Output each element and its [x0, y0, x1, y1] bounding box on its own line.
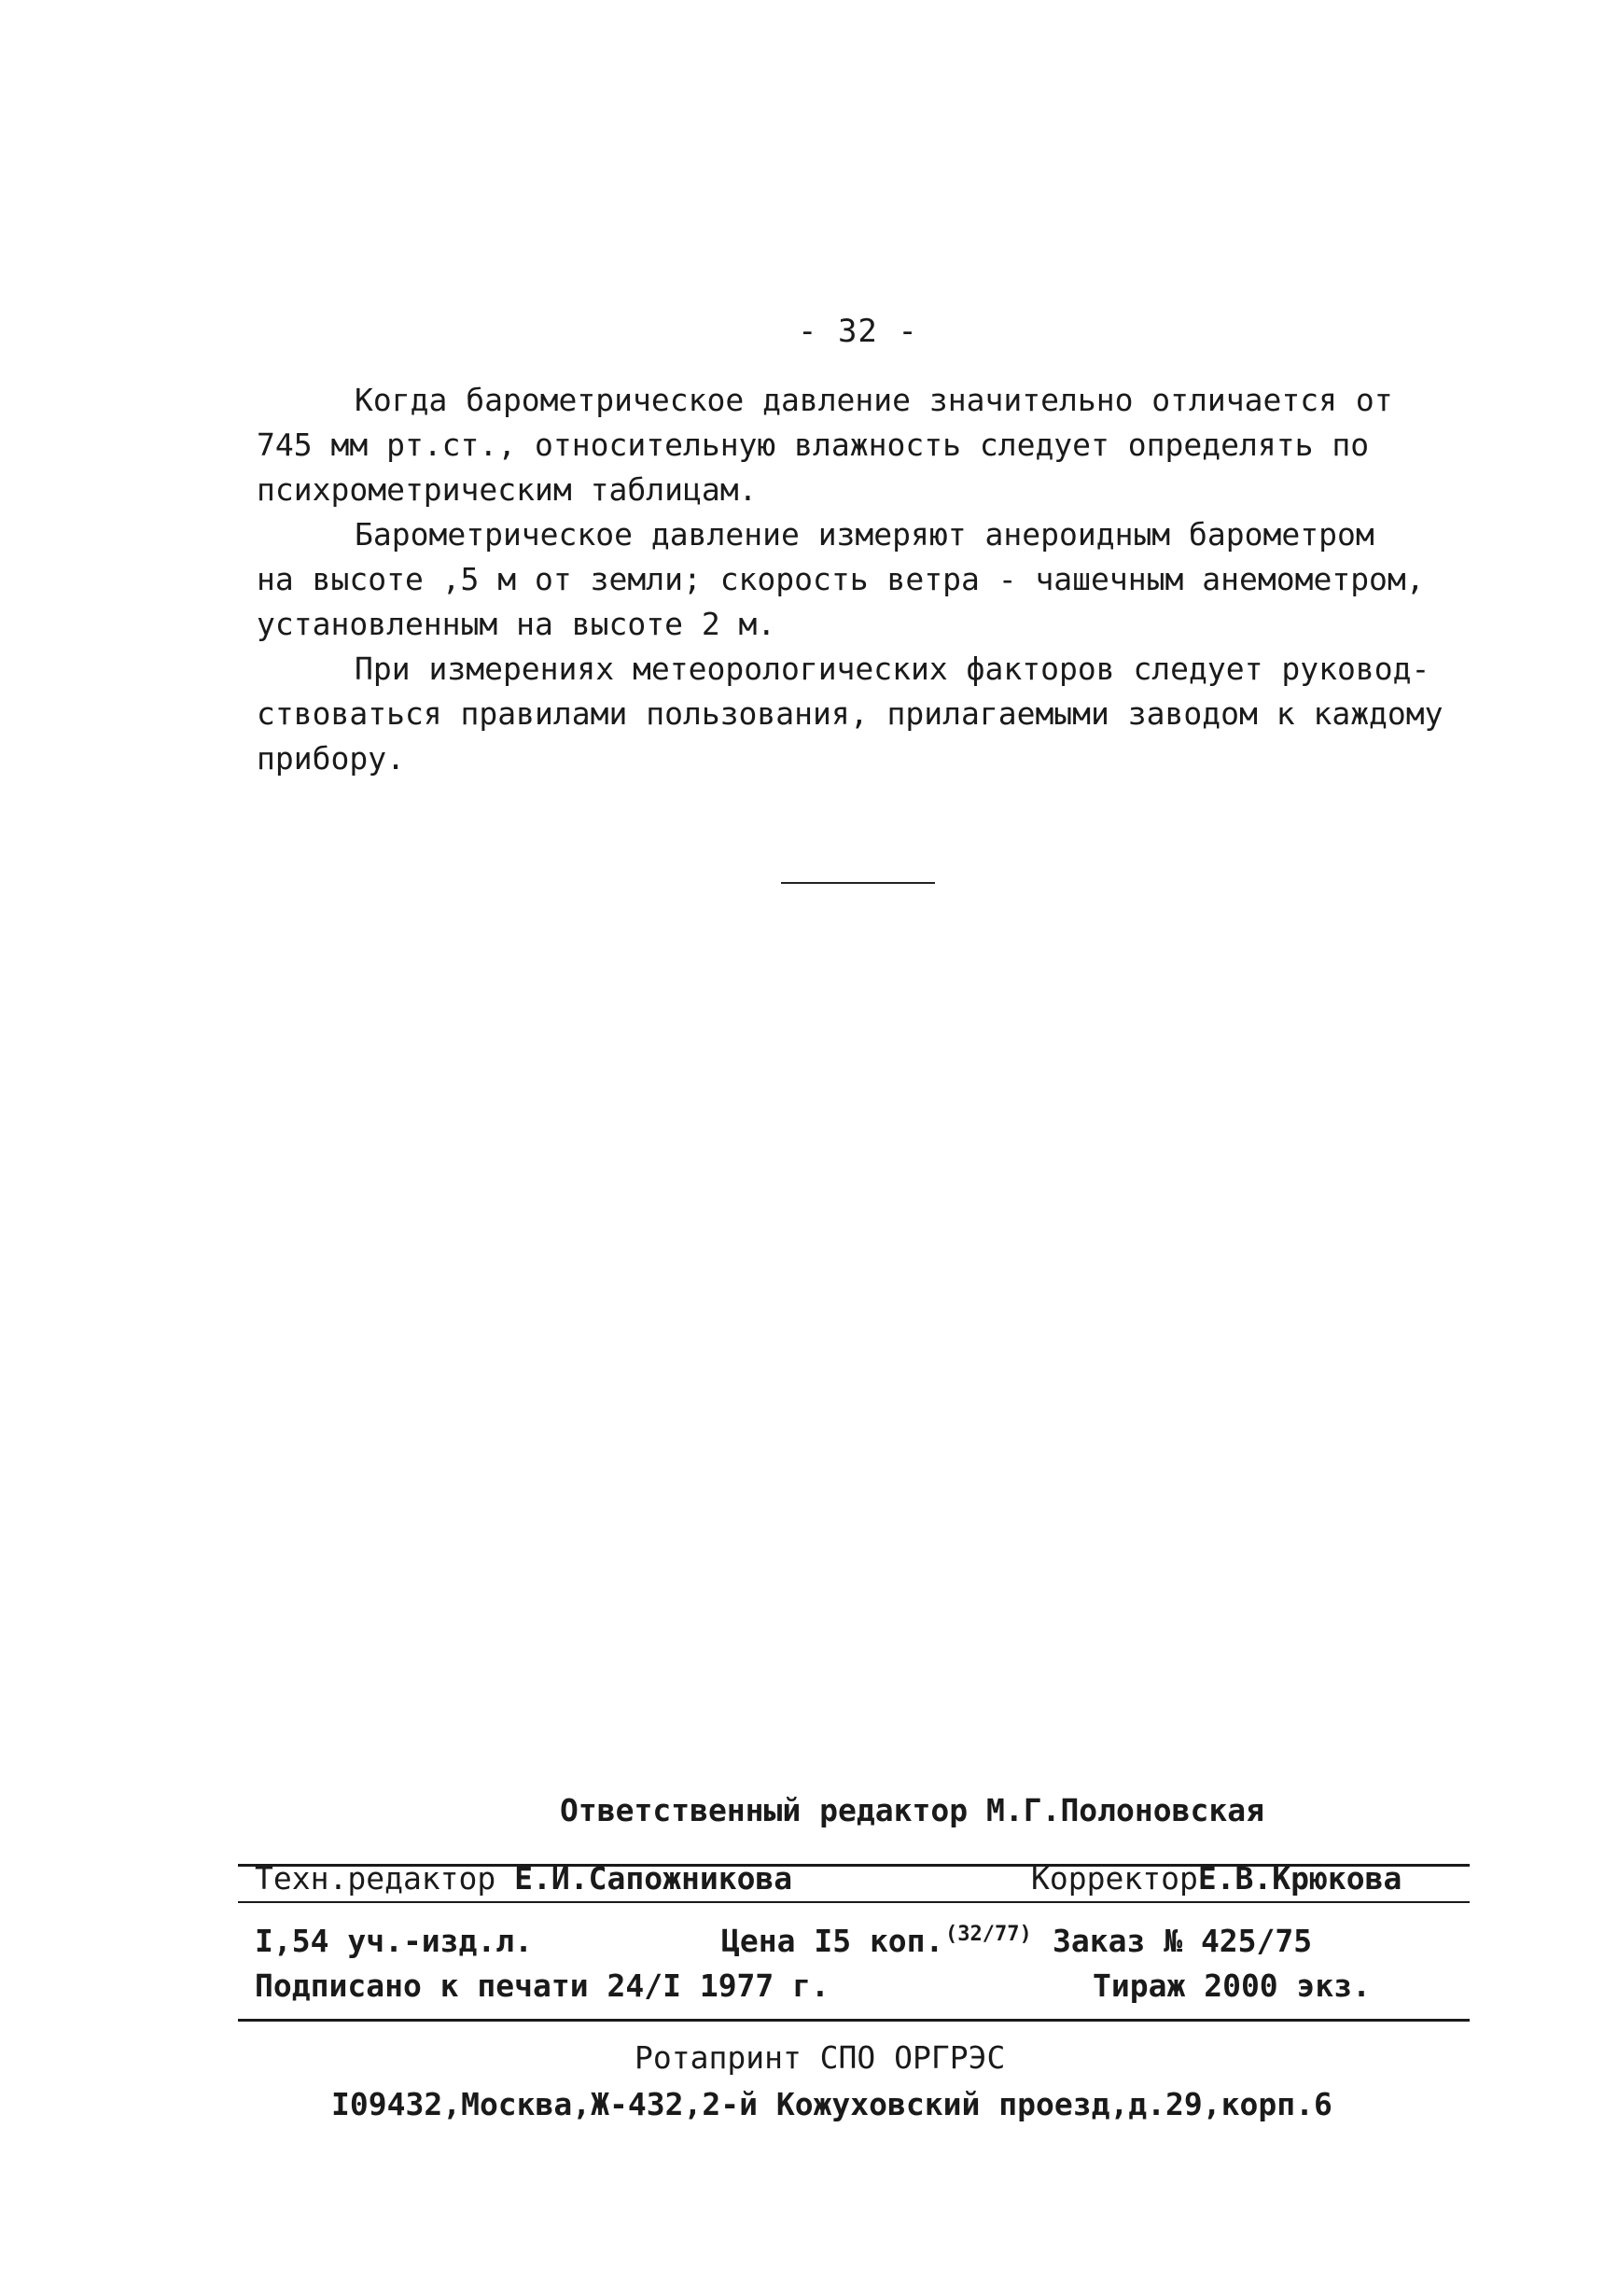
- imprint-middle-rule: [238, 1901, 1470, 1903]
- price: Цена I5 коп.: [721, 1923, 944, 1959]
- paragraph-line: на высоте ,5 м от земли; скорость ветра - чашечным анемометром,: [257, 561, 1425, 597]
- print-run: Тираж 2000 экз.: [1093, 1967, 1372, 2004]
- paragraph-line: Когда барометрическое давление значительно отличается от: [355, 382, 1393, 418]
- price-code: (32/77): [945, 1923, 1032, 1946]
- paragraph-line: При измерениях метеорологических факторов следует руковод-: [355, 651, 1430, 687]
- paragraph-line: ствоваться правилами пользования, прилагаемыми заводом к каждому: [257, 695, 1444, 732]
- printer: Ротапринт СПО ОРГРЭС: [635, 2039, 1006, 2076]
- paragraph-line: прибору.: [257, 740, 405, 777]
- paragraph-1: [257, 378, 1470, 512]
- imprint-bottom-rule: [238, 2019, 1470, 2022]
- responsible-editor-name: М.Г.Полоновская: [985, 1792, 1264, 1828]
- paragraph-line: установленным на высоте 2 м.: [257, 606, 776, 642]
- order-number: Заказ № 425/75: [1053, 1923, 1313, 1959]
- tech-editor: [255, 1860, 792, 1897]
- corrector: [1031, 1860, 1402, 1897]
- end-of-text-rule: [781, 882, 935, 884]
- paragraph-line: психрометрическим таблицам.: [257, 471, 758, 508]
- signed-for-print: Подписано к печати 24/I 1977 г.: [255, 1967, 830, 2004]
- body-text: [257, 378, 1470, 781]
- tech-editor-name: Е.И.Сапожникова: [514, 1860, 793, 1897]
- responsible-editor: [560, 1792, 1264, 1828]
- paragraph-line: Барометрическое давление измеряют анероидным барометром: [355, 516, 1374, 553]
- corrector-label: Корректор: [1031, 1860, 1198, 1897]
- publication-volume: I,54 уч.-изд.л.: [255, 1923, 534, 1959]
- paragraph-3: [257, 647, 1470, 781]
- paragraph-line: 745 мм рт.ст., относительную влажность следует определять по: [257, 427, 1370, 463]
- printer-address: I09432,Москва,Ж-432,2-й Кожуховский проезд,д.29,корп.6: [331, 2086, 1332, 2122]
- responsible-editor-label: Ответственный редактор: [560, 1792, 969, 1828]
- tech-editor-label: Техн.редактор: [255, 1860, 496, 1897]
- page-number: - 32 -: [798, 313, 918, 350]
- paragraph-2: [257, 512, 1470, 647]
- corrector-name: Е.В.Крюкова: [1197, 1860, 1402, 1897]
